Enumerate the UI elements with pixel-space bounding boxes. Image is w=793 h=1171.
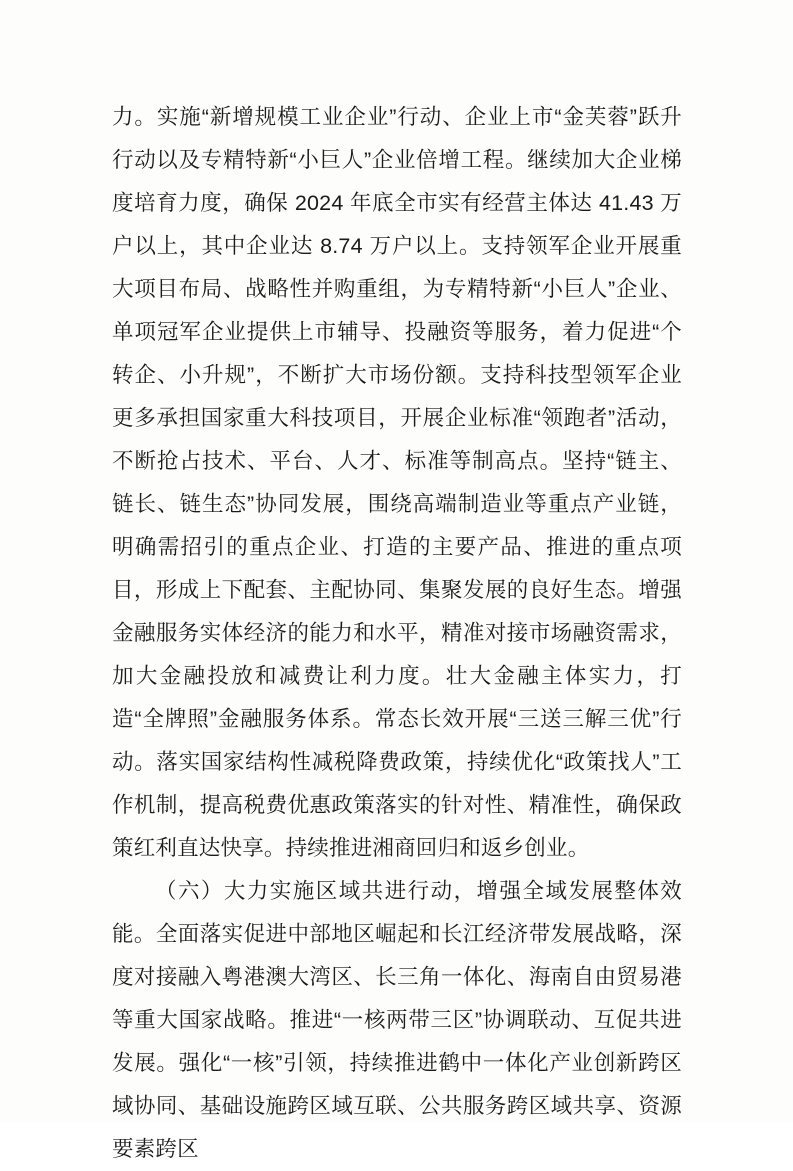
document-text-body (112, 96, 682, 1171)
paragraph-body-text: 力。实施“新增规模工业企业”行动、企业上市“金芙蓉”跃升行动以及专精特新“小巨人”企业倍增工程。继续加大企业梯度培育力度，确保 2024 年底全市实有经营主体达 41.43 万户以上，其中企业达 8.74 万户以上。支持领军企业开展重大项目布局、战略性并购重组，为专精特新“小巨人”企业、单项冠军企业提供上市辅导、投融资等服务，着力促进“个转企、小升规”，不断扩大市场份额。支持科技型领军企业更多承担国家重大科技项目，开展企业标准“领跑者”活动，不断抢占技术、平台、人才、标准等制高点。坚持“链主、链长、链生态”协同发展，围绕高端制造业等重点产业链，明确需招引的重点企业、打造的主要产品、推进的重点项目，形成上下配套、主配协同、集聚发展的良好生态。增强金融服务实体经济的能力和水平，精准对接市场融资需求，加大金融投放和减费让利力度。壮大金融主体实力，打造“全牌照”金融服务体系。常态长效开展“三送三解三优”行动。落实国家结构性减税降费政策，持续优化“政策找人”工作机制，提高税费优惠政策落实的针对性、精准性，确保政策红利直达快享。持续推进湘商回归和返乡创业。 (112, 105, 682, 860)
paragraph-section-six: （六）大力实施区域共进行动，增强全域发展整体效能。全面落实促进中部地区崛起和长江经济带发展战略，深度对接融入粤港澳大湾区、长三角一体化、海南自由贸易港等重大国家战略。推进“一核两带三区”协调联动、互促共进发展。强化“一核”引领，持续推进鹤中一体化产业创新跨区域协同、基础设施跨区域互联、公共服务跨区域共享、资源要素跨区 (112, 879, 682, 1161)
